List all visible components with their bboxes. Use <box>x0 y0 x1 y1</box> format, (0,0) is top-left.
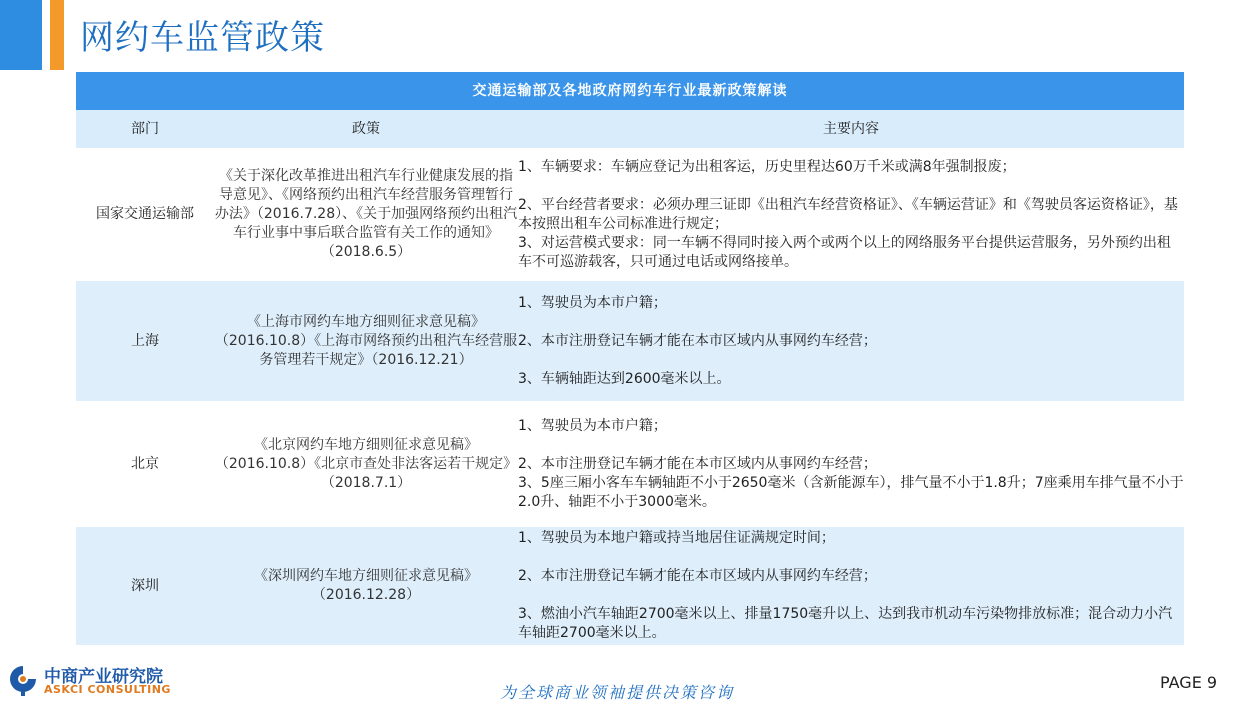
content-item: 3、车辆轴距达到2600毫米以上。 <box>518 370 731 387</box>
content-spacer <box>518 548 1184 567</box>
content-item: 1、驾驶员为本市户籍； <box>518 294 667 311</box>
content-item: 2、本市注册登记车辆才能在本市区域内从事网约车经营； <box>518 568 877 584</box>
table-row <box>76 527 1184 645</box>
title-accent-bar-orange <box>50 0 64 70</box>
content-item: 2、本市注册登记车辆才能在本市区域内从事网约车经营； <box>518 455 877 472</box>
row-policy: 《深圳网约车地方细则征求意见稿》（2016.12.28） <box>214 527 518 645</box>
content-spacer <box>518 177 1184 196</box>
content-item: 3、对运营模式要求：同一车辆不得同时接入两个或两个以上的网络服务平台提供运营服务，另外预约出租车不可巡游载客，只可通过电话或网络接单。 <box>518 234 1171 270</box>
table-row <box>76 401 1184 527</box>
page-title: 网约车监管政策 <box>80 18 325 58</box>
row-policy: 《关于深化改革推进出租汽车行业健康发展的指导意见》、《网络预约出租汽车经营服务管理暂行办法》（2016.7.28）、《关于加强网络预约出租汽车行业事中事后联合监管有关工作的通知》（2018.6.5） <box>214 148 518 281</box>
header-policy: 政策 <box>214 110 518 148</box>
content-item: 3、5座三厢小客车车辆轴距不小于2650毫米（含新能源车），排气量不小于1.8升；7座乘用车排气量不小于2.0升、轴距不小于3000毫米。 <box>518 474 1184 510</box>
header-dept: 部门 <box>76 110 214 148</box>
content-item: 3、燃油小汽车轴距2700毫米以上、排量1750毫升以上、达到我市机动车污染物排放标准；混合动力小汽车轴距2700毫米以上。 <box>518 606 1173 641</box>
title-accent-bar-blue <box>0 0 42 70</box>
table-row <box>76 281 1184 401</box>
row-dept: 深圳 <box>76 527 214 645</box>
content-item: 2、本市注册登记车辆才能在本市区域内从事网约车经营； <box>518 332 877 349</box>
content-spacer <box>518 586 1184 605</box>
row-content <box>518 281 1184 401</box>
page-number: PAGE 9 <box>1160 673 1218 692</box>
row-dept: 上海 <box>76 281 214 401</box>
logo-text-en: ASKCI CONSULTING <box>44 683 171 696</box>
company-logo-icon <box>8 664 38 698</box>
logo-text-cn: 中商产业研究院 <box>44 667 163 687</box>
header-content: 主要内容 <box>518 110 1184 148</box>
content-spacer <box>518 351 1184 370</box>
table-caption: 交通运输部及各地政府网约车行业最新政策解读 <box>76 72 1184 110</box>
row-content <box>518 148 1184 281</box>
content-item: 1、驾驶员为本市户籍； <box>518 417 667 434</box>
content-item: 1、驾驶员为本地户籍或持当地居住证满规定时间； <box>518 530 835 546</box>
row-dept: 国家交通运输部 <box>76 148 214 281</box>
content-item: 1、车辆要求：车辆应登记为出租客运，历史里程达60万千米或满8年强制报废； <box>518 158 1016 175</box>
row-policy: 《上海市网约车地方细则征求意见稿》（2016.10.8）《上海市网络预约出租汽车经营服务管理若干规定》（2016.12.21） <box>214 281 518 401</box>
content-item: 2、平台经营者要求：必须办理三证即《出租汽车经营资格证》、《车辆运营证》和《驾驶员客运资格证》，基本按照出租车公司标准进行规定； <box>518 196 1178 232</box>
content-spacer <box>518 436 1184 455</box>
row-dept: 北京 <box>76 401 214 527</box>
row-policy: 《北京网约车地方细则征求意见稿》（2016.10.8）《北京市查处非法客运若干规定》（2018.7.1） <box>214 401 518 527</box>
company-logo <box>8 662 198 702</box>
table-row <box>76 148 1184 281</box>
row-content <box>518 401 1184 527</box>
table-header-row <box>76 110 1184 148</box>
policy-table <box>76 72 1184 645</box>
content-spacer <box>518 313 1184 332</box>
footer-slogan: 为全球商业领袖提供决策咨询 <box>500 683 735 702</box>
row-content <box>518 527 1184 645</box>
